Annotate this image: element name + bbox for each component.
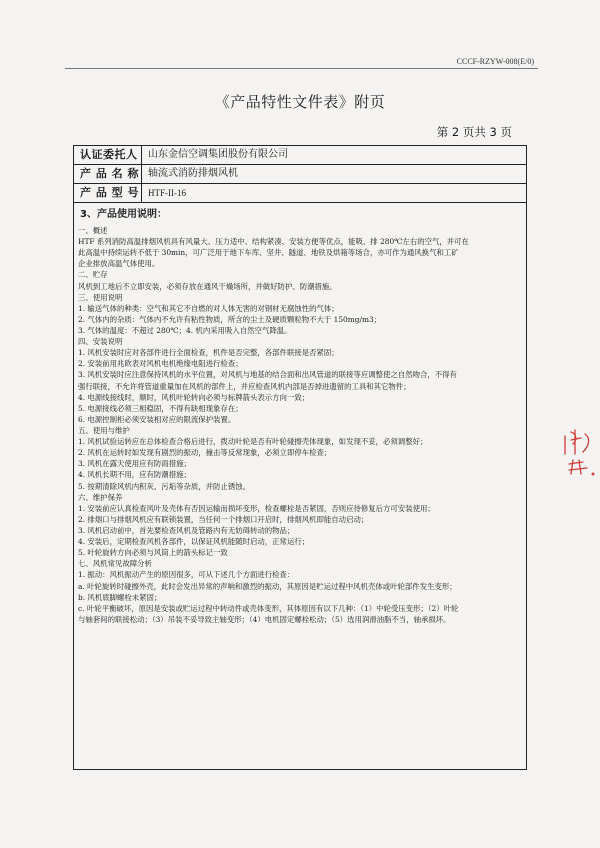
section-title: 3、产品使用说明： <box>80 209 167 220</box>
product-form-table <box>73 145 527 770</box>
instruction-line: a. 叶轮旋转时碰擦外壳，此时会发出异常的声响和激烈的振动，其原因是贮运过程中风机壳体或叶轮部件发生变形； <box>78 581 457 591</box>
product-model-value: HTF-II-16 <box>148 188 186 198</box>
product-name-row <box>74 165 526 184</box>
instruction-line: 3. 风机安装时应注意保持风机的水平位置，对风机与地基的结合面和出风管道的联接等应调整使之自然吻合，不得有 <box>78 370 457 380</box>
instruction-line: HTF 系列消防高温排烟风机具有风量大、压力适中、结构紧凑、安装方便等优点，能吸、排 280℃左右的空气，并可在 <box>78 237 469 247</box>
page-title: 《产品特性文件表》附页 <box>214 93 386 111</box>
usage-instructions <box>78 205 522 625</box>
instruction-line: 企业排放高温气体使用。 <box>78 259 160 269</box>
instruction-line: 一、概述 <box>78 226 108 235</box>
instruction-line: 2. 风机在运转时如发现有剧烈的振动，撞击等反常现象，必须立即停车检查； <box>78 448 332 458</box>
instruction-line: 与轴套间的联接松动；（3）吊装不妥导致主轴变形；（4）电机固定螺栓松动；（5）选用润滑油脂不当，轴承损坏。 <box>78 614 451 624</box>
product-name-label: 产 品 名 称 <box>74 165 142 183</box>
instruction-line: c. 叶轮平衡破坏，原因是安装或贮运过程中转动件或壳体变形，其体原因有以下几种：（1）中轮受压变形；（2）叶轮 <box>78 603 459 613</box>
instruction-line: 1. 风机试验运转应在总体检查合格后进行，拨动叶轮是否有叶轮碰擦壳体现象，如发现不妥，必须调整好； <box>78 437 428 447</box>
instruction-line: 6. 电源控制柜必须安装相对应的限流保护装置。 <box>78 414 236 424</box>
client-label: 认证委托人 <box>74 146 142 164</box>
instruction-line: 3. 气体的温度：不超过 280℃；4. 机内采用吸入自然空气降温。 <box>78 325 292 335</box>
instruction-line: 二、贮存 <box>78 270 108 280</box>
instruction-line: 六、维护保养 <box>78 492 123 502</box>
instruction-line: 五、使用与维护 <box>78 425 130 435</box>
product-model-label: 产 品 型 号 <box>74 184 142 202</box>
instruction-line: 3. 风机在露天使用应有防雨措施； <box>78 459 191 469</box>
client-row <box>74 146 526 165</box>
instruction-line: 1. 风机安装时应对各部件进行全面检查，机件是否完整，各部件联接是否紧固； <box>78 348 339 358</box>
document-code: CCCF-RZYW-008(E/0) <box>456 57 534 66</box>
instruction-line: 1. 安装前应认真检查风叶及壳体有否因运输而损坏变形，检查螺栓是否紧固，否则应待修复后方可安装使用； <box>78 503 435 513</box>
instruction-line: 1. 振动：风机振动产生的原因很多，可从下述几个方面进行检查： <box>78 570 295 580</box>
instruction-line: 2. 气体内的杂质：气体内不允许有粘性物质，所含的尘土及硬质颗粒物不大于 150mg/m3； <box>78 314 382 324</box>
product-name-value: 轴流式消防排烟风机 <box>148 168 238 179</box>
instruction-line: 此高温中持续运转不低于 30min，可广泛用于地下车库、坚井、隧道、地铁及烘箱等场合，亦可作为通风换气和工矿 <box>78 248 459 258</box>
product-model-row <box>74 184 526 203</box>
instruction-line: 七、风机常见故障分析 <box>78 559 152 569</box>
instruction-line: b. 风机底脚螺栓未紧固； <box>78 592 162 602</box>
instruction-line: 三、使用说明 <box>78 292 123 302</box>
handwritten-annotation <box>559 426 599 486</box>
top-rule <box>65 68 538 69</box>
instruction-line: 4. 电源线接线时，顺时，风机叶轮转向必须与标牌箭头表示方向一致； <box>78 392 310 402</box>
instruction-line: 5. 电源接线必须三相稳固，不得有缺相现象存在； <box>78 403 243 413</box>
instruction-line: 4. 安装后，定期检查风机各部件，以保证风机能随时启动，正常运行； <box>78 537 310 547</box>
instruction-line: 1. 输送气体的种类：空气和其它不自燃的对人体无害的对钢材无腐蚀性的气体； <box>78 303 339 313</box>
instruction-line: 2. 安装前用兆欧表对风机电机绝缘电阻进行检查； <box>78 359 243 369</box>
instruction-line: 5. 叶轮旋转方向必须与风筒上的箭头标记一致 <box>78 548 228 558</box>
instruction-line: 四、安装说明 <box>78 337 123 347</box>
page-number: 第 2 页共 3 页 <box>436 125 512 139</box>
instruction-line: 4. 风机长期不用，应有防潮措施； <box>78 470 191 480</box>
instruction-line: 5. 按期清除风机内积灰、污垢等杂质，并防止锈蚀。 <box>78 481 250 491</box>
instruction-line: 强行联接，不允许将管道重量加在风机的部件上，并应检查风机内部是否掉进遗留的工具和其它物件； <box>78 381 411 391</box>
instruction-line: 3. 风机启动前中，首先要检查风机及管路内有无妨碍转动的物品； <box>78 525 295 535</box>
instruction-lines <box>78 225 522 625</box>
client-value: 山东金信空调集团股份有限公司 <box>148 149 288 160</box>
instruction-line: 2. 排烟口与排烟风机应有联锁装置，当任何一个排烟口开启时，排烟风机即能自动启动； <box>78 514 369 524</box>
instruction-line: 风机到工地后不立即安装，必须存放在通风干燥场所，并做好防护、防潮措施。 <box>78 281 337 291</box>
